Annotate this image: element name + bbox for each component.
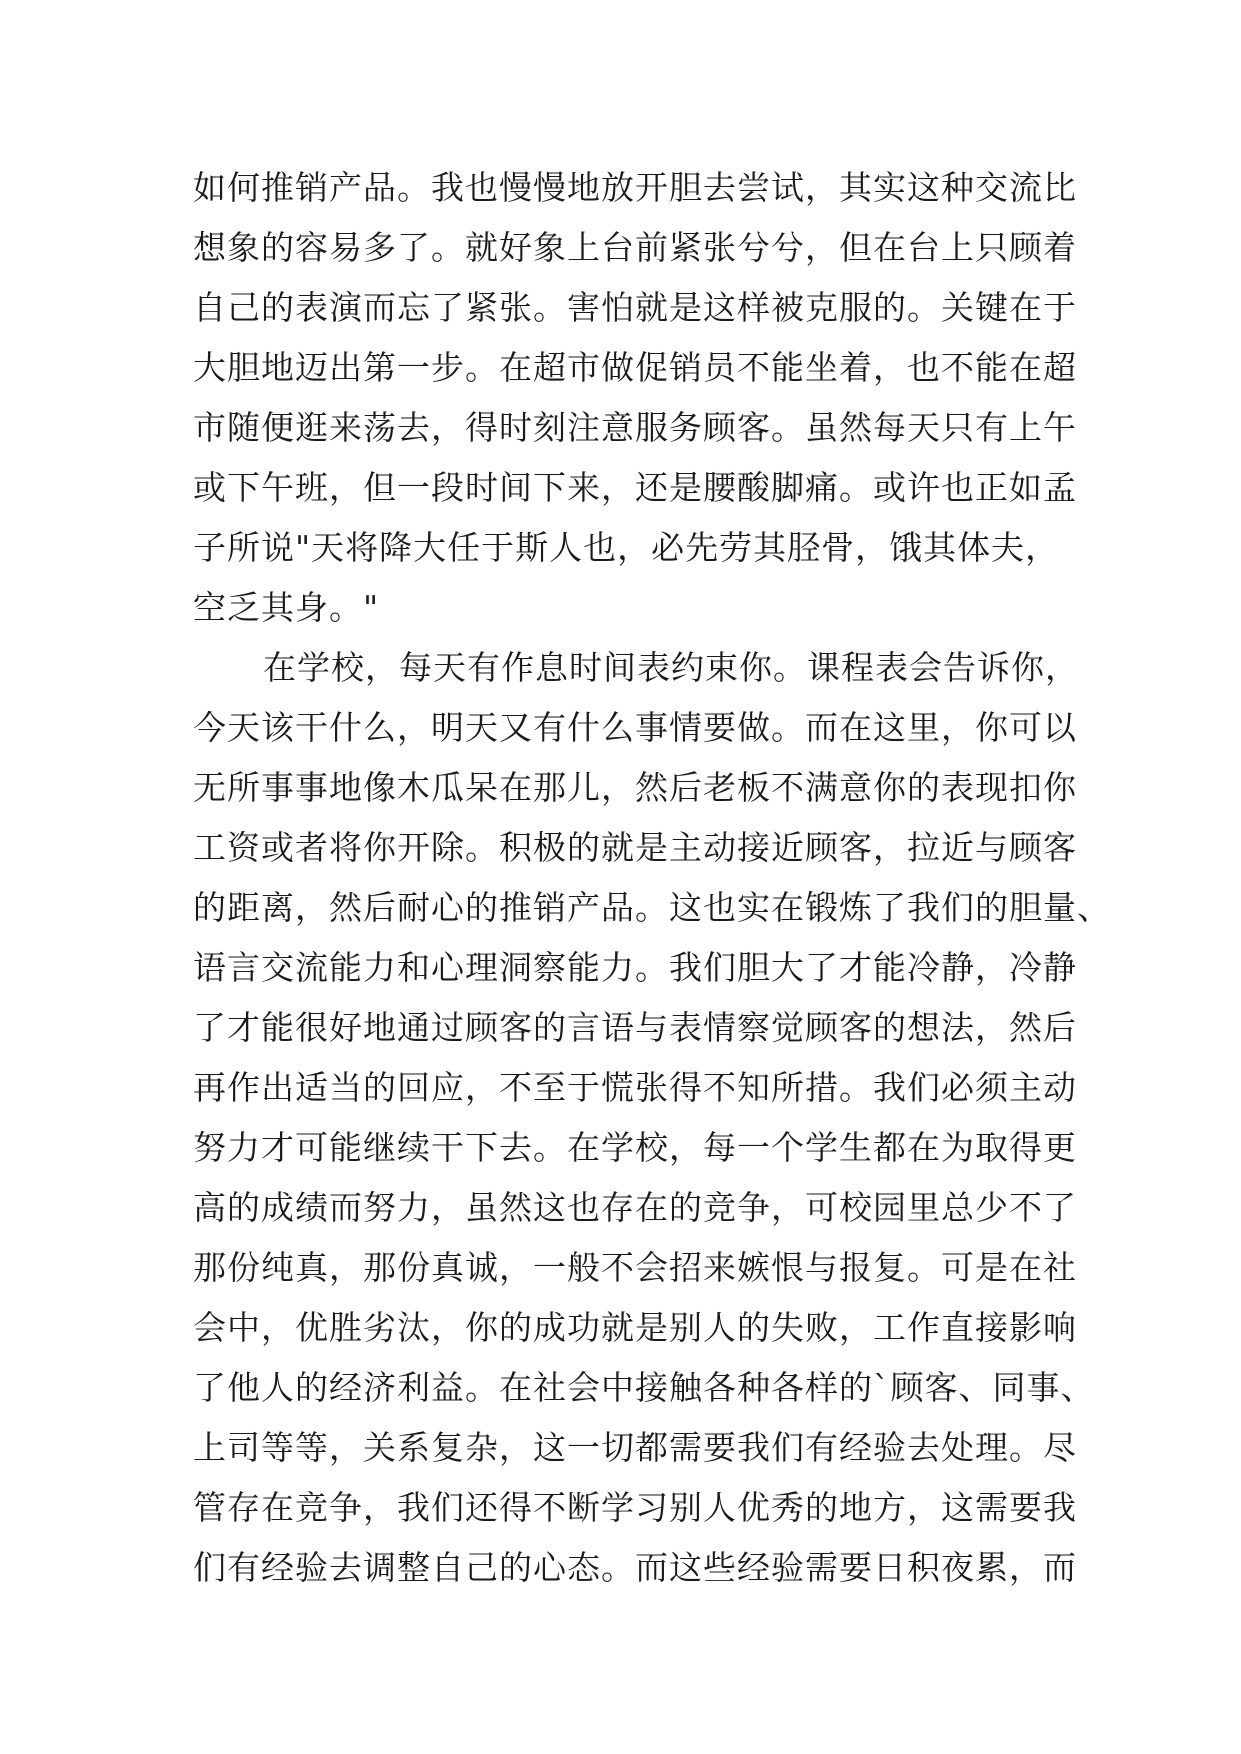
text-line: 那份纯真，那份真诚，一般不会招来嫉恨与报复。可是在社	[193, 1248, 1077, 1287]
text-line: 了才能很好地通过顾客的言语与表情察觉顾客的想法，然后	[193, 1008, 1077, 1047]
paragraph-first-line: 在学校，每天有作息时间表约束你。课程表会告诉你，	[263, 648, 1079, 687]
text-line: 语言交流能力和心理洞察能力。我们胆大了才能冷静，冷静	[193, 948, 1077, 987]
text-line: 想象的容易多了。就好象上台前紧张兮兮，但在台上只顾着	[193, 228, 1077, 267]
text-line: 的距离，然后耐心的推销产品。这也实在锻炼了我们的胆量、	[193, 888, 1111, 927]
text-line: 们有经验去调整自己的心态。而这些经验需要日积夜累，而	[193, 1548, 1077, 1587]
text-line: 努力才可能继续干下去。在学校，每一个学生都在为取得更	[193, 1128, 1077, 1167]
text-line: 无所事事地像木瓜呆在那儿，然后老板不满意你的表现扣你	[193, 768, 1077, 807]
text-line: 高的成绩而努力，虽然这也存在的竞争，可校园里总少不了	[193, 1188, 1077, 1227]
text-line: 了他人的经济利益。在社会中接触各种各样的`顾客、同事、	[193, 1368, 1095, 1407]
text-line: 再作出适当的回应，不至于慌张得不知所措。我们必须主动	[193, 1068, 1077, 1107]
text-line: 管存在竞争，我们还得不断学习别人优秀的地方，这需要我	[193, 1488, 1077, 1527]
text-line: 空乏其身。"	[193, 588, 380, 627]
text-line: 自己的表演而忘了紧张。害怕就是这样被克服的。关键在于	[193, 288, 1077, 327]
text-line: 大胆地迈出第一步。在超市做促销员不能坐着，也不能在超	[193, 348, 1077, 387]
text-line: 会中，优胜劣汰，你的成功就是别人的失败，工作直接影响	[193, 1308, 1077, 1347]
text-line: 今天该干什么，明天又有什么事情要做。而在这里，你可以	[193, 708, 1077, 747]
text-line: 如何推销产品。我也慢慢地放开胆去尝试，其实这种交流比	[193, 168, 1077, 207]
text-line: 市随便逛来荡去，得时刻注意服务顾客。虽然每天只有上午	[193, 408, 1077, 447]
text-line: 上司等等，关系复杂，这一切都需要我们有经验去处理。尽	[193, 1428, 1077, 1467]
text-line: 工资或者将你开除。积极的就是主动接近顾客，拉近与顾客	[193, 828, 1077, 867]
text-line: 或下午班，但一段时间下来，还是腰酸脚痛。或许也正如孟	[193, 468, 1077, 507]
text-line: 子所说"天将降大任于斯人也，必先劳其胫骨，饿其体夫，	[193, 528, 1060, 567]
